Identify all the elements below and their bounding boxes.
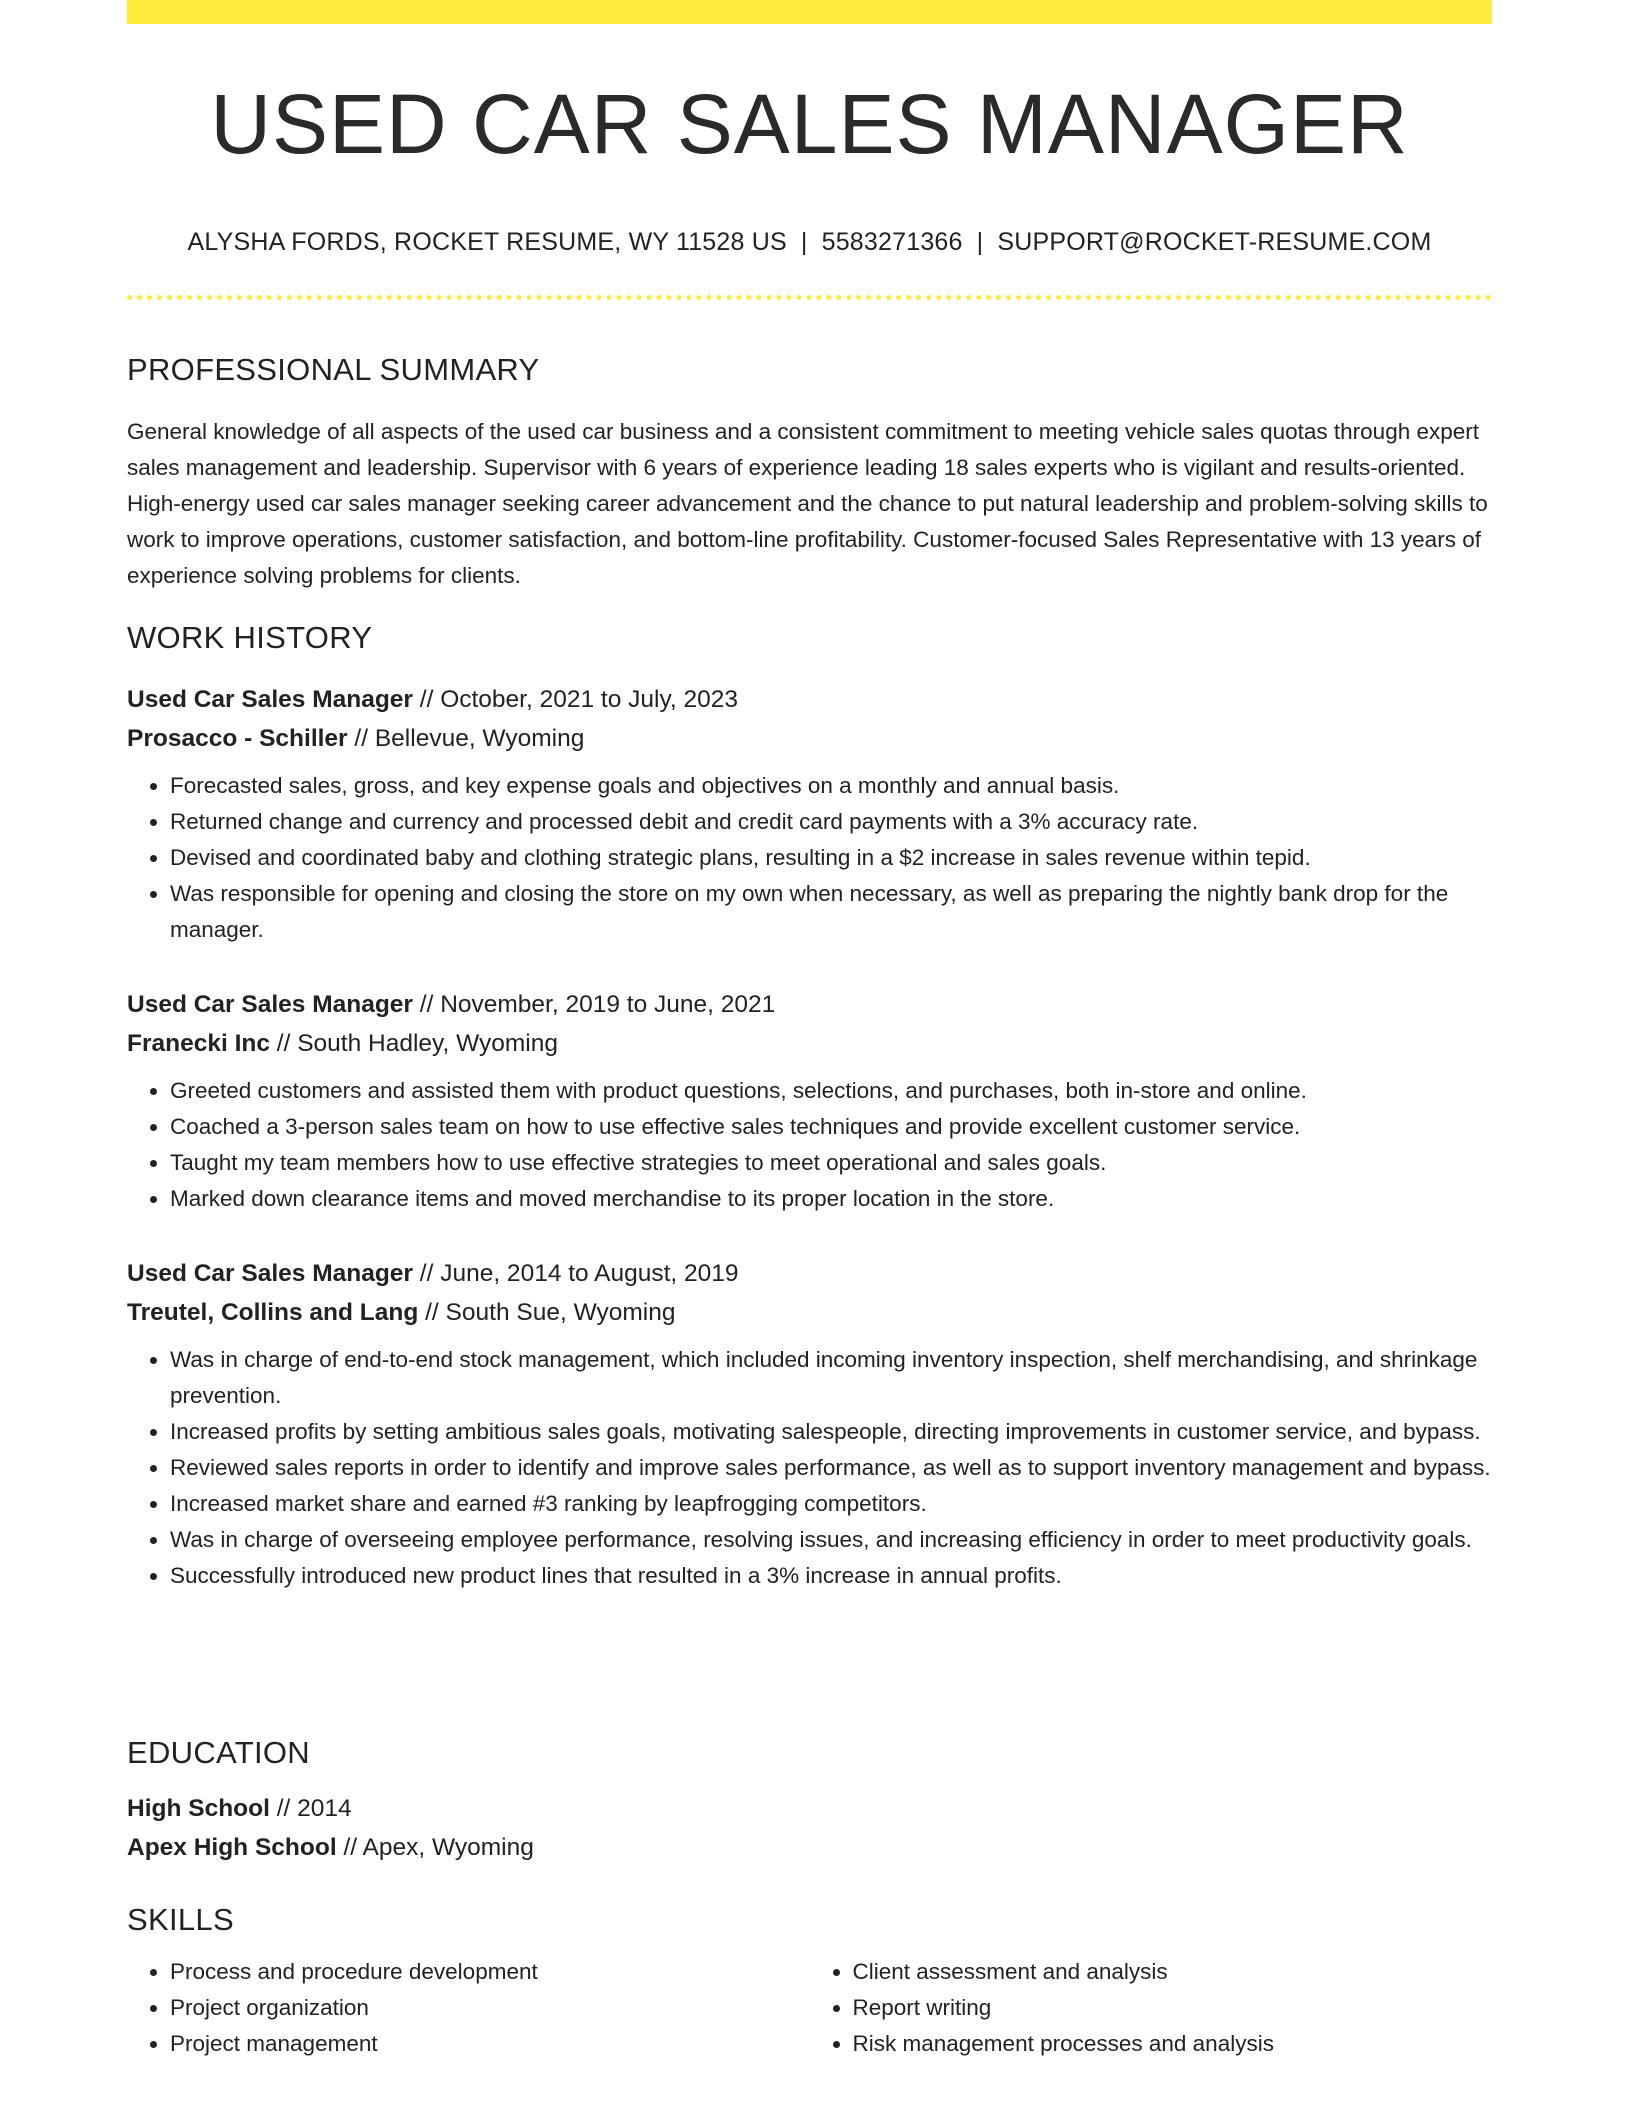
skill-item: • Report writing bbox=[853, 1990, 1493, 2026]
education-year: // 2014 bbox=[269, 1795, 352, 1822]
list-item: • Greeted customers and assisted them with product questions, selections, and purchases, both in-store and online. bbox=[170, 1073, 1492, 1109]
accent-bar bbox=[127, 0, 1492, 24]
education-location: // Apex, Wyoming bbox=[336, 1834, 534, 1861]
contact-separator: | bbox=[976, 228, 984, 256]
work-history-section bbox=[127, 620, 1492, 656]
section-title-skills: SKILLS bbox=[127, 1902, 234, 1937]
skills-list-right bbox=[810, 1954, 1493, 2062]
job-role: Used Car Sales Manager bbox=[127, 991, 413, 1018]
job-location: // Bellevue, Wyoming bbox=[347, 725, 585, 752]
contact-email: SUPPORT@ROCKET-RESUME.COM bbox=[997, 228, 1432, 256]
list-item: • Devised and coordinated baby and clothing strategic plans, resulting in a $2 increase in sales revenue within tepid. bbox=[170, 840, 1492, 876]
list-item: • Coached a 3-person sales team on how to use effective sales techniques and provide excellent customer service. bbox=[170, 1109, 1492, 1145]
job-location: // South Hadley, Wyoming bbox=[269, 1030, 558, 1057]
skills-section bbox=[127, 1902, 1492, 2062]
list-item: • Taught my team members how to use effective strategies to meet operational and sales goals. bbox=[170, 1145, 1492, 1181]
skill-item: • Process and procedure development bbox=[170, 1954, 810, 1990]
job-role-line bbox=[127, 680, 1492, 719]
job-company: Treutel, Collins and Lang bbox=[127, 1299, 419, 1326]
job-dates: // November, 2019 to June, 2021 bbox=[412, 991, 776, 1018]
skills-columns bbox=[127, 1954, 1492, 2062]
resume-title: USED CAR SALES MANAGER bbox=[210, 77, 1409, 171]
job-location: // South Sue, Wyoming bbox=[418, 1299, 676, 1326]
section-title-work-history: WORK HISTORY bbox=[127, 620, 373, 655]
resume-page bbox=[127, 0, 1492, 2056]
job-company-line bbox=[127, 719, 1492, 758]
list-item: • Increased profits by setting ambitious sales goals, motivating salespeople, directing improvements in customer service, and bypass. bbox=[170, 1414, 1492, 1450]
education-section bbox=[127, 1735, 1492, 1867]
contact-phone: 5583271366 bbox=[821, 228, 963, 256]
job-entry bbox=[127, 985, 1492, 1217]
job-role-line bbox=[127, 1254, 1492, 1293]
education-degree-line bbox=[127, 1789, 1492, 1828]
education-school: Apex High School bbox=[127, 1834, 337, 1861]
job-company-line bbox=[127, 1024, 1492, 1063]
job-role-line bbox=[127, 985, 1492, 1024]
list-item: • Forecasted sales, gross, and key expense goals and objectives on a monthly and annual basis. bbox=[170, 768, 1492, 804]
job-dates: // June, 2014 to August, 2019 bbox=[412, 1260, 739, 1287]
section-title-education: EDUCATION bbox=[127, 1735, 310, 1770]
list-item: • Increased market share and earned #3 ranking by leapfrogging competitors. bbox=[170, 1486, 1492, 1522]
job-company: Prosacco - Schiller bbox=[127, 725, 348, 752]
summary-section bbox=[127, 352, 1492, 594]
list-item: • Marked down clearance items and moved merchandise to its proper location in the store. bbox=[170, 1181, 1492, 1217]
list-item: • Was in charge of overseeing employee performance, resolving issues, and increasing efficiency in order to meet productivity goals. bbox=[170, 1522, 1492, 1558]
job-role: Used Car Sales Manager bbox=[127, 1260, 413, 1287]
skill-item: • Client assessment and analysis bbox=[853, 1954, 1493, 1990]
job-dates: // October, 2021 to July, 2023 bbox=[412, 686, 739, 713]
list-item: • Was responsible for opening and closing the store on my own when necessary, as well as preparing the nightly bank drop for the manager. bbox=[170, 876, 1492, 948]
job-bullets bbox=[127, 1342, 1492, 1594]
list-item: • Was in charge of end-to-end stock management, which included incoming inventory inspection, shelf merchandising, and shrinkage prevention. bbox=[170, 1342, 1492, 1414]
education-school-line bbox=[127, 1828, 1492, 1867]
job-bullets bbox=[127, 1073, 1492, 1217]
contact-address: ALYSHA FORDS, ROCKET RESUME, WY 11528 US bbox=[187, 228, 787, 256]
job-company: Franecki Inc bbox=[127, 1030, 270, 1057]
job-role: Used Car Sales Manager bbox=[127, 686, 413, 713]
dotted-divider bbox=[127, 295, 1492, 300]
contact-separator: | bbox=[800, 228, 808, 256]
section-title-summary: PROFESSIONAL SUMMARY bbox=[127, 352, 540, 387]
education-degree: High School bbox=[127, 1795, 270, 1822]
list-item: • Reviewed sales reports in order to identify and improve sales performance, as well as to support inventory management and bypass. bbox=[170, 1450, 1492, 1486]
list-item: • Successfully introduced new product lines that resulted in a 3% increase in annual profits. bbox=[170, 1558, 1492, 1594]
job-entry bbox=[127, 680, 1492, 948]
skill-item: • Risk management processes and analysis bbox=[853, 2026, 1493, 2062]
skills-list-left bbox=[127, 1954, 810, 2062]
list-item: • Returned change and currency and processed debit and credit card payments with a 3% accuracy rate. bbox=[170, 804, 1492, 840]
summary-text: General knowledge of all aspects of the used car business and a consistent commitment to meeting vehicle sales quotas through expert sales management and leadership. Supervisor with 6 years of experience leading 18 sales experts who is vigilant and results-oriented. High-energy used car sales manager seeking career advancement and the chance to put natural leadership and problem-solving skills to work to improve operations, customer satisfaction, and bottom-line profitability. Customer-focused Sales Representative with 13 years of experience solving problems for clients. bbox=[127, 419, 1488, 588]
job-bullets bbox=[127, 768, 1492, 948]
job-company-line bbox=[127, 1293, 1492, 1332]
skill-item: • Project management bbox=[170, 2026, 810, 2062]
contact-line bbox=[127, 228, 1492, 257]
job-entry bbox=[127, 1254, 1492, 1594]
skill-item: • Project organization bbox=[170, 1990, 810, 2026]
